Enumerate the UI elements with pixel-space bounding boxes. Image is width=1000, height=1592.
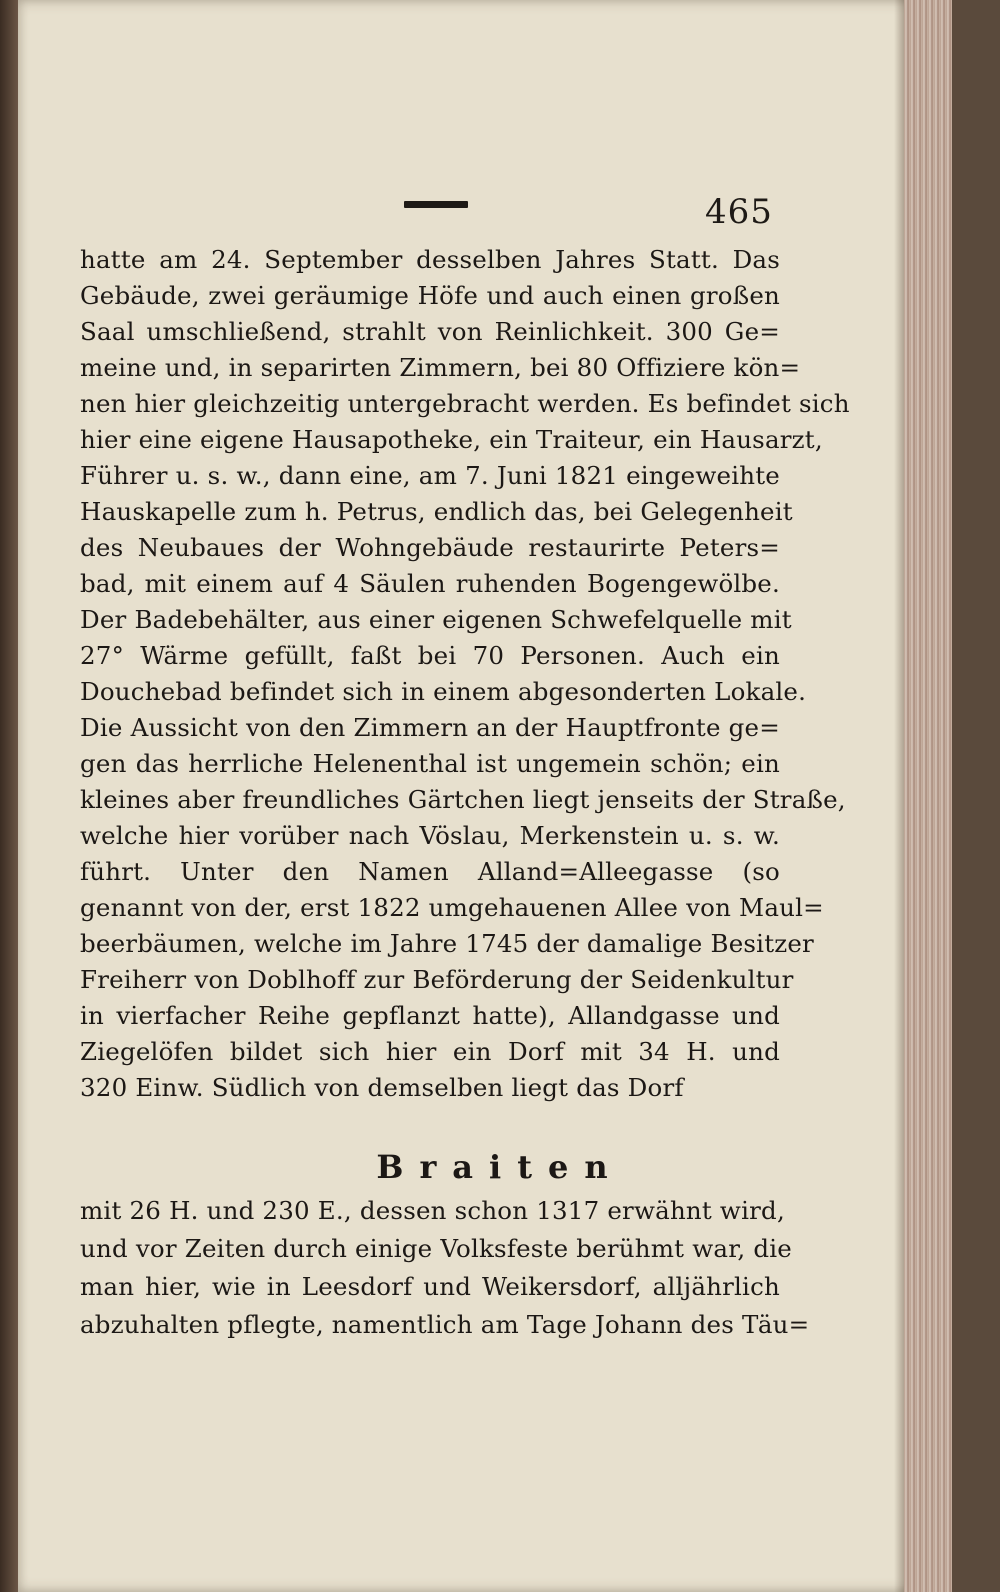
text-line: Der Badebehälter, aus einer eigenen Schwefelquelle mit <box>80 605 792 634</box>
book-gutter <box>0 0 18 1592</box>
text-line: beerbäumen, welche im Jahre 1745 der damalige Besitzer <box>80 929 814 958</box>
text-line: Hauskapelle zum h. Petrus, endlich das, bei Gelegenheit <box>80 497 793 526</box>
text-line: meine und, in separirten Zimmern, bei 80 Offiziere kön= <box>80 353 801 382</box>
text-line: hatte am 24. September desselben Jahres Statt. Das <box>80 245 780 274</box>
page-edge-shadow <box>894 0 904 1592</box>
text-line: hier eine eigene Hausapotheke, ein Traiteur, ein Hausarzt, <box>80 425 823 454</box>
text-line: mit 26 H. und 230 E., dessen schon 1317 erwähnt wird, <box>80 1196 785 1225</box>
text-line: Gebäude, zwei geräumige Höfe und auch einen großen <box>80 281 780 310</box>
text-line: bad, mit einem auf 4 Säulen ruhenden Bogengewölbe. <box>80 569 780 598</box>
text-line: in vierfacher Reihe gepflanzt hatte), Allandgasse und <box>80 1001 780 1030</box>
header-rule <box>404 201 468 208</box>
text-line: kleines aber freundliches Gärtchen liegt jenseits der Straße, <box>80 785 846 814</box>
text-line: Douchebad befindet sich in einem abgesonderten Lokale. <box>80 677 807 706</box>
text-line: welche hier vorüber nach Vöslau, Merkenstein u. s. w. <box>80 821 780 850</box>
page-number: 465 <box>705 192 773 232</box>
text-line: 27° Wärme gefüllt, faßt bei 70 Personen. Auch ein <box>80 641 780 670</box>
text-line: abzuhalten pflegte, namentlich am Tage Johann des Täu= <box>80 1310 810 1339</box>
page-stack-edge <box>904 0 952 1592</box>
text-line: des Neubaues der Wohngebäude restaurirte Peters= <box>80 533 780 562</box>
text-line: 320 Einw. Südlich von demselben liegt das Dorf <box>80 1073 684 1102</box>
text-line: Ziegelöfen bildet sich hier ein Dorf mit 34 H. und <box>80 1037 780 1066</box>
text-line: genannt von der, erst 1822 umgehauenen Allee von Maul= <box>80 893 824 922</box>
text-line: Führer u. s. w., dann eine, am 7. Juni 1821 eingeweihte <box>80 461 780 490</box>
text-line: Die Aussicht von den Zimmern an der Hauptfronte ge= <box>80 713 780 742</box>
text-line: man hier, wie in Leesdorf und Weikersdorf, alljährlich <box>80 1272 780 1301</box>
text-line: und vor Zeiten durch einige Volksfeste berühmt war, die <box>80 1234 793 1263</box>
place-heading: Braiten <box>376 1148 624 1186</box>
text-line: Freiherr von Doblhoff zur Beförderung der Seidenkultur <box>80 965 794 994</box>
text-line: nen hier gleichzeitig untergebracht werden. Es befindet sich <box>80 389 850 418</box>
text-line: Saal umschließend, strahlt von Reinlichkeit. 300 Ge= <box>80 317 780 346</box>
text-line: führt. Unter den Namen Alland=Alleegasse (so <box>80 857 780 886</box>
text-line: gen das herrliche Helenenthal ist ungemein schön; ein <box>80 749 780 778</box>
